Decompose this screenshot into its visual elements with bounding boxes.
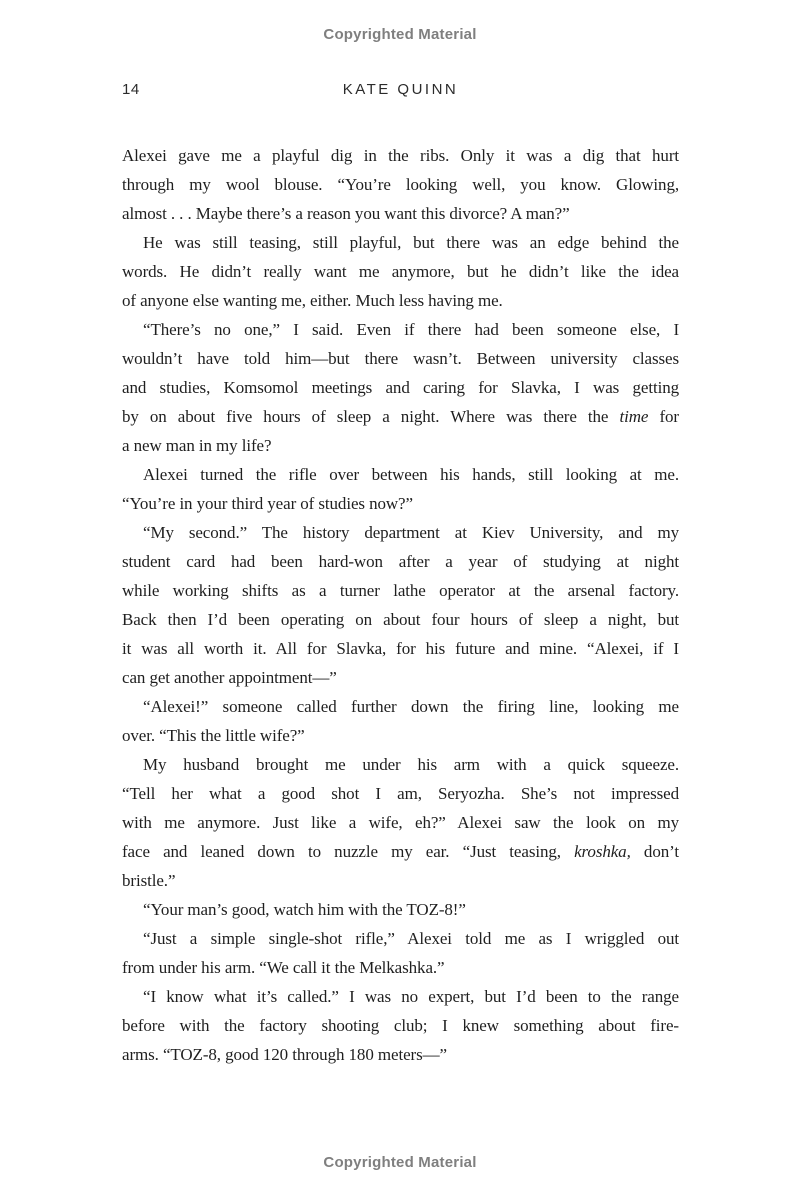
text-line: while working shifts as a turner lathe operator at the arsenal factory. (122, 581, 679, 600)
text-line: arms. “TOZ-8, good 120 through 180 meters—” (122, 1045, 447, 1064)
text-line: through my wool blouse. “You’re looking well, you know. Glowing, (122, 175, 679, 194)
text-line: wouldn’t have told him—but there wasn’t. Between university classes (122, 349, 679, 368)
text-line: “My second.” The history department at Kiev University, and my (143, 523, 679, 542)
text-line: bristle.” (122, 871, 176, 890)
text-line: face and leaned down to nuzzle my ear. “Just teasing, kroshka, don’t (122, 842, 679, 861)
text-line: “Just a simple single-shot rifle,” Alexei told me as I wriggled out (143, 929, 679, 948)
paragraph (122, 750, 679, 895)
running-header-author: KATE QUINN (342, 81, 459, 98)
text-line: over. “This the little wife?” (122, 726, 305, 745)
text-line: Alexei gave me a playful dig in the ribs. Only it was a dig that hurt (122, 146, 679, 165)
paragraph (122, 315, 679, 460)
text-line: a new man in my life? (122, 436, 272, 455)
paragraph (122, 924, 679, 982)
running-header (122, 81, 679, 99)
text-line: with me anymore. Just like a wife, eh?” Alexei saw the look on my (122, 813, 679, 832)
book-page-text (122, 141, 679, 1069)
text-line: “You’re in your third year of studies now?” (122, 494, 413, 513)
paragraph (122, 518, 679, 692)
text-line: “I know what it’s called.” I was no expert, but I’d been to the range (143, 987, 679, 1006)
text-line: before with the factory shooting club; I knew something about fire- (122, 1016, 679, 1035)
copyright-notice-top: Copyrighted Material (323, 26, 477, 43)
page-number: 14 (122, 81, 140, 98)
text-line: almost . . . Maybe there’s a reason you want this divorce? A man?” (122, 204, 570, 223)
paragraph (122, 982, 679, 1069)
text-line: My husband brought me under his arm with a quick squeeze. (143, 755, 679, 774)
text-line: “Alexei!” someone called further down the firing line, looking me (143, 697, 679, 716)
text-line: from under his arm. “We call it the Melkashka.” (122, 958, 445, 977)
text-line: can get another appointment—” (122, 668, 337, 687)
text-line: Alexei turned the rifle over between his hands, still looking at me. (143, 465, 679, 484)
paragraph (122, 141, 679, 228)
text-line: He was still teasing, still playful, but there was an edge behind the (143, 233, 679, 252)
text-line: “There’s no one,” I said. Even if there had been someone else, I (143, 320, 679, 339)
text-line: “Tell her what a good shot I am, Seryozha. She’s not impressed (122, 784, 679, 803)
text-line: Back then I’d been operating on about four hours of sleep a night, but (122, 610, 679, 629)
paragraph (122, 460, 679, 518)
text-line: and studies, Komsomol meetings and caring for Slavka, I was getting (122, 378, 679, 397)
text-line: student card had been hard-won after a year of studying at night (122, 552, 679, 571)
text-line: “Your man’s good, watch him with the TOZ-8!” (143, 900, 466, 919)
text-line: words. He didn’t really want me anymore, but he didn’t like the idea (122, 262, 679, 281)
paragraph (122, 692, 679, 750)
paragraph (122, 895, 679, 924)
text-line: by on about five hours of sleep a night. Where was there the time for (122, 407, 679, 426)
paragraph (122, 228, 679, 315)
copyright-notice-bottom: Copyrighted Material (323, 1154, 477, 1171)
text-line: it was all worth it. All for Slavka, for his future and mine. “Alexei, if I (122, 639, 679, 658)
text-line: of anyone else wanting me, either. Much less having me. (122, 291, 503, 310)
